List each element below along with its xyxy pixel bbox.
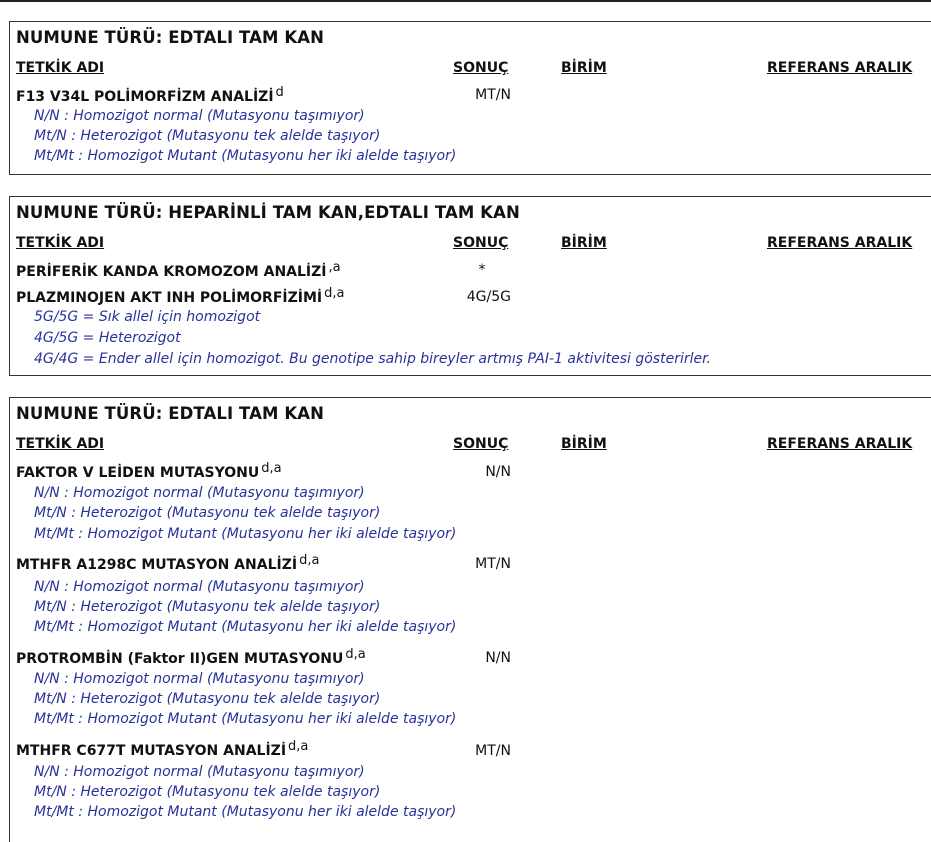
test-name-text: F13 V34L POLİMORFİZM ANALİZİ xyxy=(16,89,274,105)
test-result-f13: MT/N xyxy=(475,87,511,103)
test-name-text: PROTROMBİN (Faktor II)GEN MUTASYONU xyxy=(16,651,344,667)
note-line: Mt/N : Heterozigot (Mutasyonu tek alelde taşıyor) xyxy=(34,599,381,615)
test-name-text: MTHFR C677T MUTASYON ANALİZİ xyxy=(16,743,287,759)
test-name-text: PLAZMINOJEN AKT INH POLİMORFİZİMİ xyxy=(16,290,323,306)
test-footnote: ,a xyxy=(328,260,341,275)
note-line: Mt/Mt : Homozigot Mutant (Mutasyonu her iki alelde taşıyor) xyxy=(34,804,457,820)
header-result: SONUÇ xyxy=(453,60,509,76)
header-test-name: TETKİK ADI xyxy=(16,235,105,251)
section-title: NUMUNE TÜRÜ: HEPARİNLİ TAM KAN,EDTALI TAM KAN xyxy=(16,203,520,222)
test-result-mthfr-a1298c: MT/N xyxy=(475,556,511,572)
test-footnote: d,a xyxy=(288,739,309,754)
section-title: NUMUNE TÜRÜ: EDTALI TAM KAN xyxy=(16,404,325,423)
note-line: Mt/N : Heterozigot (Mutasyonu tek alelde taşıyor) xyxy=(34,784,381,800)
test-result-protrombin: N/N xyxy=(485,650,511,666)
note-line: Mt/N : Heterozigot (Mutasyonu tek alelde taşıyor) xyxy=(34,691,381,707)
note-line: 4G/5G = Heterozigot xyxy=(34,330,181,346)
test-name-text: MTHFR A1298C MUTASYON ANALİZİ xyxy=(16,557,298,573)
header-unit: BİRİM xyxy=(561,436,607,452)
note-line: Mt/Mt : Homozigot Mutant (Mutasyonu her iki alelde taşıyor) xyxy=(34,711,457,727)
header-unit: BİRİM xyxy=(561,60,607,76)
note-line: Mt/N : Heterozigot (Mutasyonu tek alelde taşıyor) xyxy=(34,505,381,521)
test-name-mthfr-c677t xyxy=(16,739,308,759)
header-result: SONUÇ xyxy=(453,235,509,251)
test-result-faktor-v: N/N xyxy=(485,464,511,480)
section-edtali-1 xyxy=(9,21,931,175)
test-name-periferik xyxy=(16,260,341,280)
header-test-name: TETKİK ADI xyxy=(16,436,105,452)
test-name-text: PERİFERİK KANDA KROMOZOM ANALİZİ xyxy=(16,264,327,280)
test-footnote: d,a xyxy=(345,647,366,662)
note-line: Mt/Mt : Homozigot Mutant (Mutasyonu her iki alelde taşıyor) xyxy=(34,619,457,635)
test-name-plazminojen xyxy=(16,286,344,306)
test-name-f13 xyxy=(16,85,284,105)
test-name-protrombin xyxy=(16,647,366,667)
test-result-plazminojen: 4G/5G xyxy=(466,289,511,305)
top-rule xyxy=(0,0,931,2)
note-line: 5G/5G = Sık allel için homozigot xyxy=(34,309,261,325)
section-title: NUMUNE TÜRÜ: EDTALI TAM KAN xyxy=(16,28,325,47)
test-footnote: d,a xyxy=(261,461,282,476)
note-line: Mt/Mt : Homozigot Mutant (Mutasyonu her iki alelde taşıyor) xyxy=(34,148,457,164)
header-result: SONUÇ xyxy=(453,436,509,452)
note-line: Mt/Mt : Homozigot Mutant (Mutasyonu her iki alelde taşıyor) xyxy=(34,526,457,542)
test-result-periferik: * xyxy=(478,262,486,278)
test-footnote: d,a xyxy=(299,553,320,568)
header-reference: REFERANS ARALIK xyxy=(767,436,913,452)
note-line: N/N : Homozigot normal (Mutasyonu taşımıyor) xyxy=(34,579,365,595)
test-footnote: d,a xyxy=(324,286,345,301)
test-name-text: FAKTOR V LEİDEN MUTASYONU xyxy=(16,465,260,481)
header-reference: REFERANS ARALIK xyxy=(767,60,913,76)
header-test-name: TETKİK ADI xyxy=(16,60,105,76)
section-edtali-2 xyxy=(9,397,931,842)
test-name-mthfr-a1298c xyxy=(16,553,319,573)
header-unit: BİRİM xyxy=(561,235,607,251)
note-line: N/N : Homozigot normal (Mutasyonu taşımıyor) xyxy=(34,671,365,687)
test-footnote: d xyxy=(275,85,284,100)
note-line: N/N : Homozigot normal (Mutasyonu taşımıyor) xyxy=(34,764,365,780)
section-heparinli xyxy=(9,196,931,376)
note-line: N/N : Homozigot normal (Mutasyonu taşımıyor) xyxy=(34,108,365,124)
test-result-mthfr-c677t: MT/N xyxy=(475,743,511,759)
note-line: 4G/4G = Ender allel için homozigot. Bu genotipe sahip bireyler artmış PAI-1 aktivitesi gösterirler. xyxy=(34,351,712,367)
test-name-faktor-v xyxy=(16,461,282,481)
note-line: Mt/N : Heterozigot (Mutasyonu tek alelde taşıyor) xyxy=(34,128,381,144)
note-line: N/N : Homozigot normal (Mutasyonu taşımıyor) xyxy=(34,485,365,501)
header-reference: REFERANS ARALIK xyxy=(767,235,913,251)
